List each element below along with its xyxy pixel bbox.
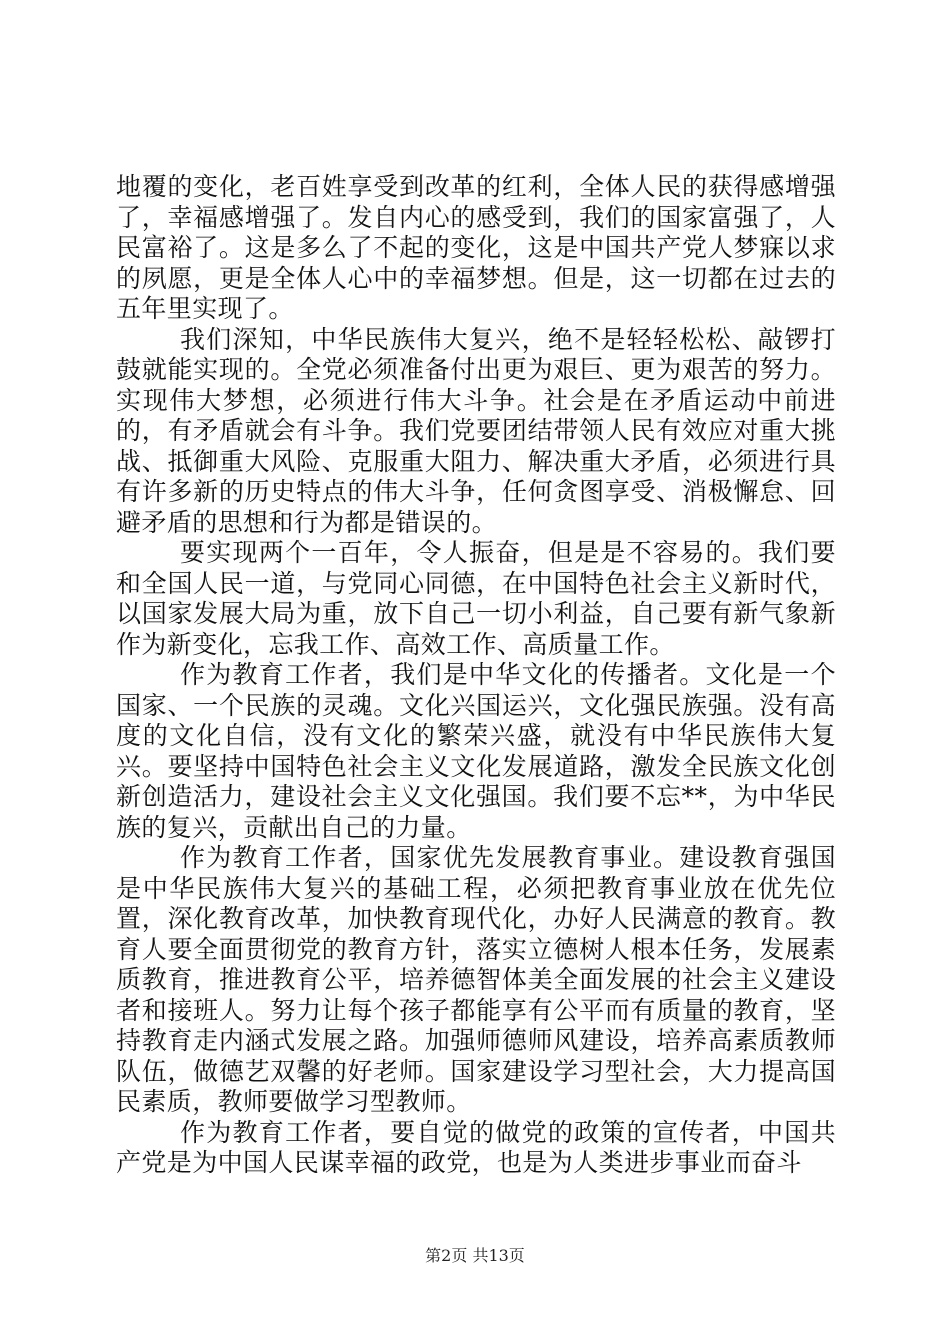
page-number-footer: 第2页 共13页 — [425, 1246, 525, 1265]
paragraph-1: 地覆的变化，老百姓享受到改革的红利，全体人民的获得感增强了，幸福感增强了。发自内心的感受到，我们的国家富强了，人民富裕了。这是多么了不起的变化，这是中国共产党人梦寐以求的夙愿，更是全体人心中的幸福梦想。但是，这一切都在过去的五年里实现了。 — [116, 172, 836, 323]
paragraph-6: 作为教育工作者，要自觉的做党的政策的宣传者，中国共产党是为中国人民谋幸福的政党，也是为人类进步事业而奋斗 — [116, 1117, 836, 1177]
paragraph-2: 我们深知，中华民族伟大复兴，绝不是轻轻松松、敲锣打鼓就能实现的。全党必须准备付出更为艰巨、更为艰苦的努力。实现伟大梦想，必须进行伟大斗争。社会是在矛盾运动中前进的，有矛盾就会有斗争。我们党要团结带领人民有效应对重大挑战、抵御重大风险、克服重大阻力、解决重大矛盾，必须进行具有许多新的历史特点的伟大斗争，任何贪图享受、消极懈怠、回避矛盾的思想和行为都是错误的。 — [116, 324, 836, 537]
paragraph-5: 作为教育工作者，国家优先发展教育事业。建设教育强国是中华民族伟大复兴的基础工程，必须把教育事业放在优先位置，深化教育改革，加快教育现代化，办好人民满意的教育。教育人要全面贯彻党的教育方针，落实立德树人根本任务，发展素质教育，推进教育公平，培养德智体美全面发展的社会主义建设者和接班人。努力让每个孩子都能享有公平而有质量的教育，坚持教育走内涵式发展之路。加强师德师风建设，培养高素质教师队伍，做德艺双馨的好老师。国家建设学习型社会，大力提高国民素质，教师要做学习型教师。 — [116, 843, 836, 1116]
paragraph-4: 作为教育工作者，我们是中华文化的传播者。文化是一个国家、一个民族的灵魂。文化兴国运兴，文化强民族强。没有高度的文化自信，没有文化的繁荣兴盛，就没有中华民族伟大复兴。要坚持中国特色社会主义文化发展道路，激发全民族文化创新创造活力，建设社会主义文化强国。我们要不忘**，为中华民族的复兴，贡献出自己的力量。 — [116, 660, 836, 842]
paragraph-3: 要实现两个一百年，令人振奋，但是是不容易的。我们要和全国人民一道，与党同心同德，在中国特色社会主义新时代，以国家发展大局为重，放下自己一切小利益，自己要有新气象新作为新变化，忘我工作、高效工作、高质量工作。 — [116, 538, 836, 659]
document-body — [116, 172, 836, 1179]
